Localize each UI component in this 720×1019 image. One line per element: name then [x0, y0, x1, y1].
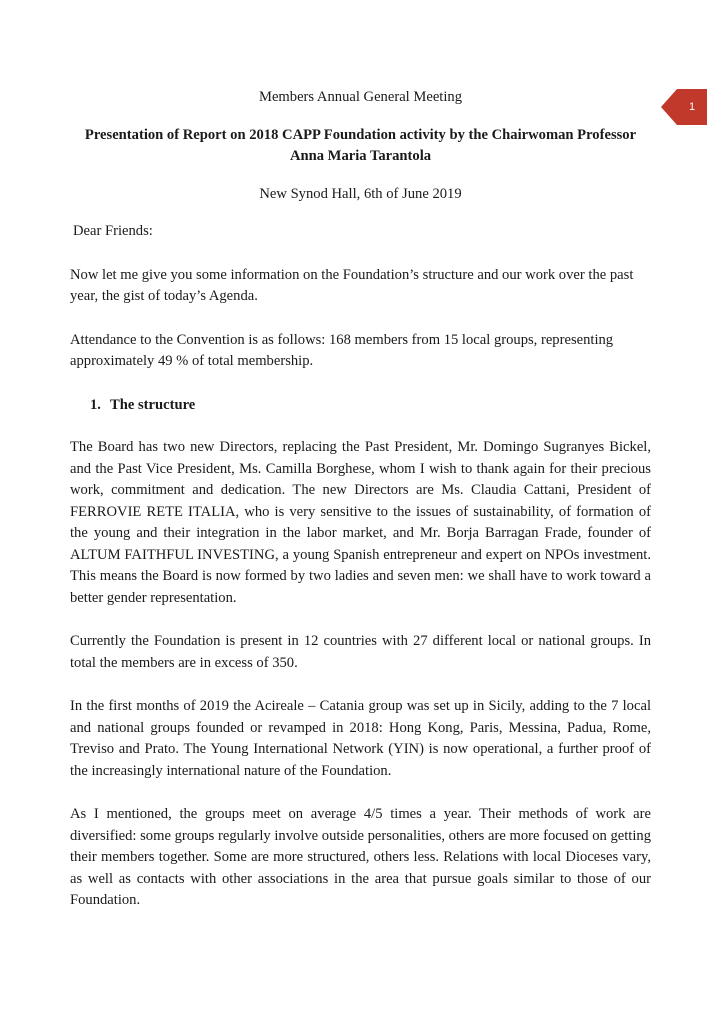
greeting: Dear Friends:	[73, 223, 153, 239]
page-number-badge	[661, 89, 707, 125]
section-title: The structure	[110, 396, 196, 413]
meeting-title: Members Annual General Meeting	[258, 89, 463, 105]
venue-date: New Synod Hall, 6th of June 2019	[259, 185, 462, 202]
section-heading	[70, 395, 651, 417]
section-number: 1.	[90, 396, 101, 413]
board-paragraph: The Board has two new Directors, replacing the Past President, Mr. Domingo Sugranyes Bickel, and the Past Vice President, Ms. Camilla Borghese, whom I wish to thank again for their precious work, commitment and dedication. The new Directors are Ms. Claudia Cattani, President of FERROVIE RETE ITALIA, who is very sensitive to the issues of sustainability, of formation of the young and their integration in the labor market, and Mr. Borja Barragan Frade, founder of ALTUM FAITHFUL INVESTING, a young Spanish entrepreneur and expert on NPOs investment. This means the Board is now formed by two ladies and seven men: we shall have to work toward a better gender representation.	[70, 439, 651, 606]
presence-paragraph: Currently the Foundation is present in 12 countries with 27 different local or national groups. In total the members are in excess of 350.	[70, 633, 651, 671]
document-body	[70, 87, 651, 934]
attendance-paragraph: Attendance to the Convention is as follows: 168 members from 15 local groups, representing approximately 49 % of total membership.	[70, 331, 614, 369]
methods-paragraph: As I mentioned, the groups meet on average 4/5 times a year. Their methods of work are diversified: some groups regularly involve outside personalities, others are more focused on getting their members together. Some are more structured, others less. Relations with local Dioceses vary, as well as contacts with other associations in the area that pursue goals similar to those of our Foundation.	[70, 806, 651, 908]
page-number: 1	[688, 101, 696, 113]
groups-paragraph: In the first months of 2019 the Acireale – Catania group was set up in Sicily, adding to the 7 local and national groups founded or revamped in 2018: Hong Kong, Paris, Messina, Padua, Rome, Treviso and Prato. The Young International Network (YIN) is now operational, a further proof of the increasingly international nature of the Foundation.	[70, 698, 651, 779]
intro-paragraph: Now let me give you some information on the Foundation’s structure and our work over the past year, the gist of today’s Agenda.	[70, 266, 634, 304]
report-title: Presentation of Report on 2018 CAPP Foundation activity by the Chairwoman Professor Anna Maria Tarantola	[84, 126, 637, 164]
